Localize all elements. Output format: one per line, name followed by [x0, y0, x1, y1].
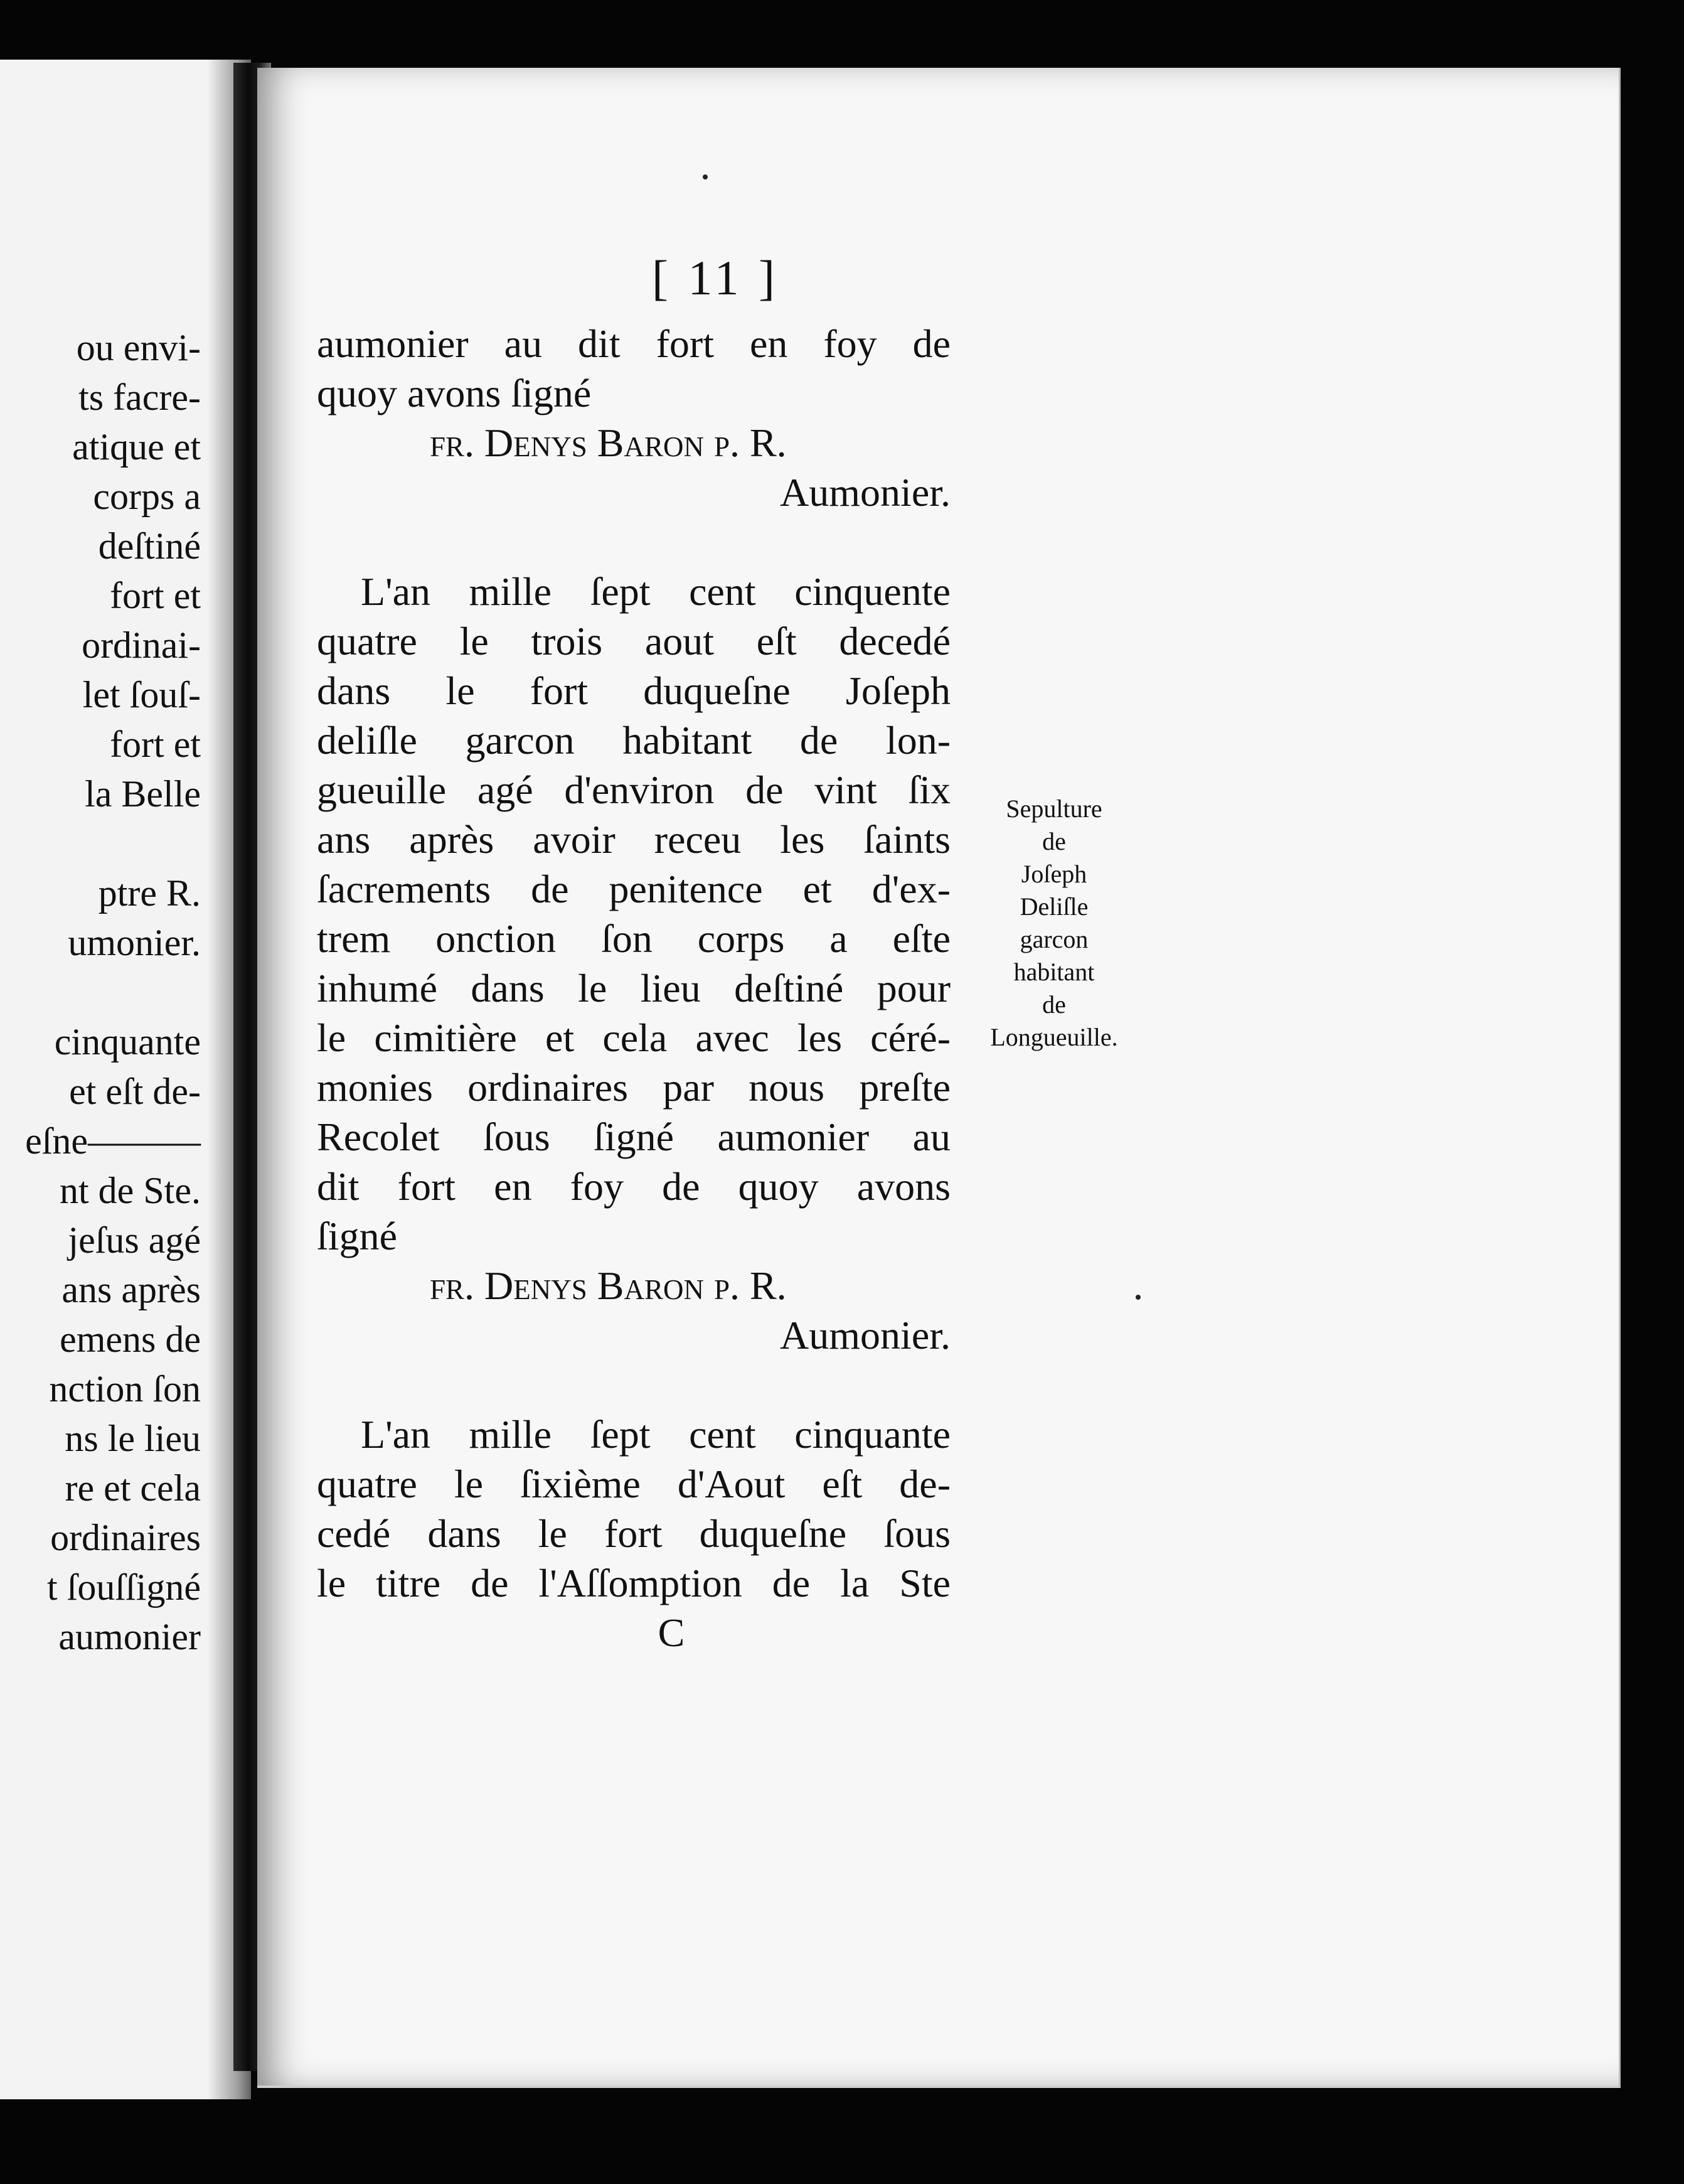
signature-title: Aumonier. [780, 1313, 951, 1357]
left-line: t ſouſſigné [47, 1566, 201, 1608]
left-line: atique et [72, 426, 201, 468]
left-line: ptre R. [98, 872, 201, 914]
page-body [317, 319, 951, 1657]
left-page-text [0, 323, 201, 1662]
text-line: inhumé dans le lieu deſtiné pour [317, 966, 951, 1010]
marginal-note-line: Longueuille. [990, 1023, 1118, 1051]
text-line: ans après avoir receu les ſaints [317, 817, 951, 862]
left-line: ts facre- [78, 377, 201, 418]
right-page [257, 68, 1621, 2088]
text-line: le cimitière et cela avec les céré- [317, 1015, 951, 1060]
left-line: fort et [110, 575, 201, 616]
marginal-note [960, 793, 1148, 1054]
left-blank-line [0, 819, 201, 869]
left-line: eſne——— [25, 1120, 201, 1162]
text-line: trem onction ſon corps a eſte [317, 916, 951, 961]
left-line: aumonier [58, 1616, 201, 1657]
marginal-note-line: de [1042, 990, 1066, 1019]
text-line: dit fort en foy de quoy avons [317, 1164, 951, 1209]
marginal-note-line: Sepulture [1006, 795, 1102, 823]
signature-name [317, 418, 951, 468]
left-line: ou envi- [76, 327, 201, 368]
left-line: ordinaires [50, 1517, 201, 1558]
text-line: quatre le ſixième d'Aout eſt de- [317, 1462, 951, 1506]
text-line: Recolet ſous ſigné aumonier au [317, 1115, 951, 1159]
left-line: fort et [110, 724, 201, 765]
text-line: L'an mille ſept cent cinquante [361, 1412, 951, 1457]
text-line: L'an mille ſept cent cinquente [361, 569, 951, 614]
left-line: cinquante [54, 1021, 201, 1063]
text-line: quoy avons ſigné [317, 371, 592, 415]
left-line: re et cela [65, 1467, 201, 1509]
left-line: jeſus agé [68, 1219, 201, 1261]
paper-speck [1136, 1295, 1141, 1300]
left-line: umonier. [68, 922, 201, 963]
paper-speck [703, 174, 708, 179]
left-line: ordinai- [82, 624, 201, 666]
left-line: let ſouſ- [82, 674, 201, 715]
text-line: le titre de l'Aſſomption de la Ste [317, 1561, 951, 1605]
marginal-note-line: de [1042, 827, 1066, 855]
text-line: dans le fort duqueſne Joſeph [317, 668, 951, 713]
signature-title: Aumonier. [780, 470, 951, 515]
left-line: corps a [93, 476, 201, 517]
marginal-note-line: Joſeph [1021, 860, 1087, 888]
text-line: quatre le trois aout eſt decedé [317, 619, 951, 663]
marginal-note-line: garcon [1020, 925, 1089, 953]
marginal-note-line: habitant [1013, 958, 1095, 986]
text-line: monies ordinaires par nous preſte [317, 1065, 951, 1110]
text-line: deliſle garcon habitant de lon- [317, 718, 951, 763]
left-page [0, 60, 251, 2099]
left-line: ans après [61, 1269, 201, 1310]
text-line: cedé dans le fort duqueſne ſous [317, 1511, 951, 1556]
left-line: la Belle [85, 773, 201, 815]
left-line: nction ſon [49, 1368, 201, 1410]
marginal-note-line: Deliſle [1020, 892, 1089, 921]
left-line: emens de [60, 1319, 201, 1360]
signature-name-text: fr. Denys Baron p. R. [430, 1263, 787, 1308]
page-number: [ 11 ] [651, 250, 779, 305]
text-line: ſacrements de penitence et d'ex- [317, 867, 951, 911]
text-line: ſigné [317, 1214, 397, 1258]
catchword: C [658, 1610, 685, 1655]
paragraph-gap [317, 1360, 951, 1410]
signature-name [317, 1261, 951, 1310]
text-line: gueuille agé d'environ de vint ſix [317, 768, 951, 812]
signature-name-text: fr. Denys Baron p. R. [430, 420, 787, 465]
text-line: aumonier au dit fort en foy de [317, 321, 951, 366]
left-line: et eſt de- [69, 1071, 201, 1112]
left-line: deſtiné [98, 525, 201, 567]
left-line: ns le lieu [65, 1418, 201, 1459]
left-blank-line [0, 968, 201, 1017]
paragraph-gap [317, 517, 951, 567]
left-line: nt de Ste. [60, 1170, 201, 1211]
